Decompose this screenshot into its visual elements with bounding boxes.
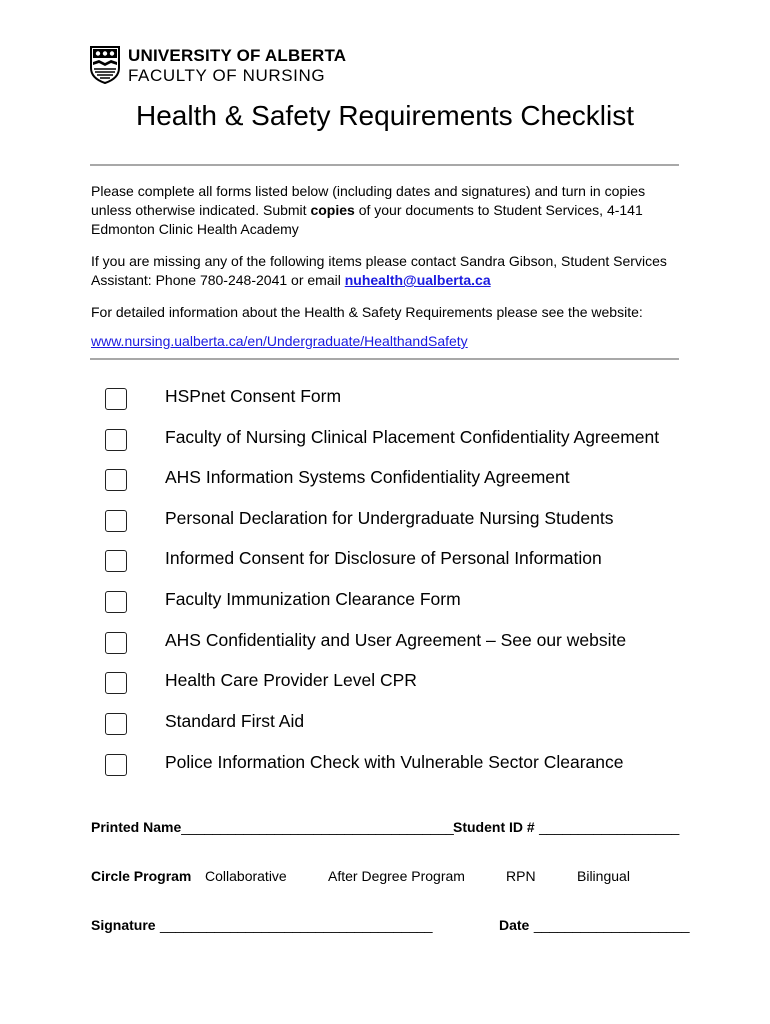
- signature-label: Signature: [91, 917, 156, 933]
- checkbox-ahs-user-agreement[interactable]: [105, 632, 127, 654]
- checkbox-informed-consent[interactable]: [105, 550, 127, 572]
- printed-name-field[interactable]: [91, 819, 454, 837]
- date-field[interactable]: [499, 917, 690, 935]
- contact-paragraph: [91, 252, 691, 290]
- date-label: Date: [499, 917, 530, 933]
- student-id-label: Student ID #: [453, 819, 535, 835]
- checkbox-personal-declaration[interactable]: [105, 510, 127, 532]
- date-line[interactable]: ____________________: [533, 917, 690, 933]
- top-divider: [90, 164, 679, 166]
- university-logo: [90, 46, 347, 86]
- website-link[interactable]: www.nursing.ualberta.ca/en/Undergraduate/HealthandSafety: [91, 333, 468, 349]
- checklist-item: AHS Confidentiality and User Agreement – See our website: [165, 630, 627, 650]
- program-option-collaborative[interactable]: Collaborative: [205, 868, 287, 884]
- checkbox-ahs-info-systems[interactable]: [105, 469, 127, 491]
- checklist-item: Faculty of Nursing Clinical Placement Confidentiality Agreement: [165, 427, 660, 447]
- checklist-item: Personal Declaration for Undergraduate Nursing Students: [165, 508, 614, 528]
- printed-name-label: Printed Name: [91, 819, 182, 835]
- intro-line-1: Please complete all forms listed below (including dates and signatures) and turn in copies: [91, 183, 646, 199]
- checkbox-police-check[interactable]: [105, 754, 127, 776]
- intro-line-3: Edmonton Clinic Health Academy: [91, 221, 299, 237]
- program-option-bilingual[interactable]: Bilingual: [577, 868, 630, 884]
- checklist-item: Informed Consent for Disclosure of Personal Information: [165, 548, 602, 568]
- university-name: UNIVERSITY OF ALBERTA: [128, 46, 347, 65]
- checkbox-first-aid[interactable]: [105, 713, 127, 735]
- checkbox-cpr[interactable]: [105, 672, 127, 694]
- contact-line-1: If you are missing any of the following items please contact Sandra Gibson, Student Services: [91, 253, 667, 269]
- faculty-name: FACULTY OF NURSING: [128, 66, 326, 85]
- signature-line[interactable]: ___________________________________: [160, 917, 433, 933]
- program-option-rpn[interactable]: RPN: [506, 868, 536, 884]
- intro-paragraph: [91, 182, 691, 239]
- program-option-after-degree[interactable]: After Degree Program: [328, 868, 465, 884]
- checklist-item: AHS Information Systems Confidentiality Agreement: [165, 467, 570, 487]
- checkbox-clinical-confidentiality[interactable]: [105, 429, 127, 451]
- circle-program-label: Circle Program: [91, 868, 192, 884]
- middle-divider: [90, 358, 679, 360]
- contact-line-2: Assistant: Phone 780-248-2041 or email nuhealth@ualberta.ca: [91, 272, 491, 288]
- checklist-item: Police Information Check with Vulnerable Sector Clearance: [165, 752, 624, 772]
- page-title: Health & Safety Requirements Checklist: [136, 100, 634, 131]
- printed-name-line[interactable]: ___________________________________: [181, 819, 454, 835]
- copies-emphasis: copies: [310, 202, 355, 218]
- student-id-line[interactable]: __________________: [539, 819, 680, 835]
- checklist-item: Standard First Aid: [165, 711, 305, 731]
- checklist-item: Health Care Provider Level CPR: [165, 670, 417, 690]
- checkbox-immunization[interactable]: [105, 591, 127, 613]
- signature-field[interactable]: [91, 917, 433, 935]
- university-shield-icon: [90, 46, 120, 84]
- email-link[interactable]: nuhealth@ualberta.ca: [344, 272, 491, 288]
- checklist-item: Faculty Immunization Clearance Form: [165, 589, 461, 609]
- website-info: For detailed information about the Health & Safety Requirements please see the website:: [91, 304, 643, 320]
- student-id-field[interactable]: [453, 819, 679, 837]
- intro-line-2: unless otherwise indicated. Submit copies of your documents to Student Services, 4-141: [91, 202, 643, 218]
- checklist-item: HSPnet Consent Form: [165, 386, 342, 406]
- website-line: [91, 332, 691, 351]
- checkbox-hspnet-consent[interactable]: [105, 388, 127, 410]
